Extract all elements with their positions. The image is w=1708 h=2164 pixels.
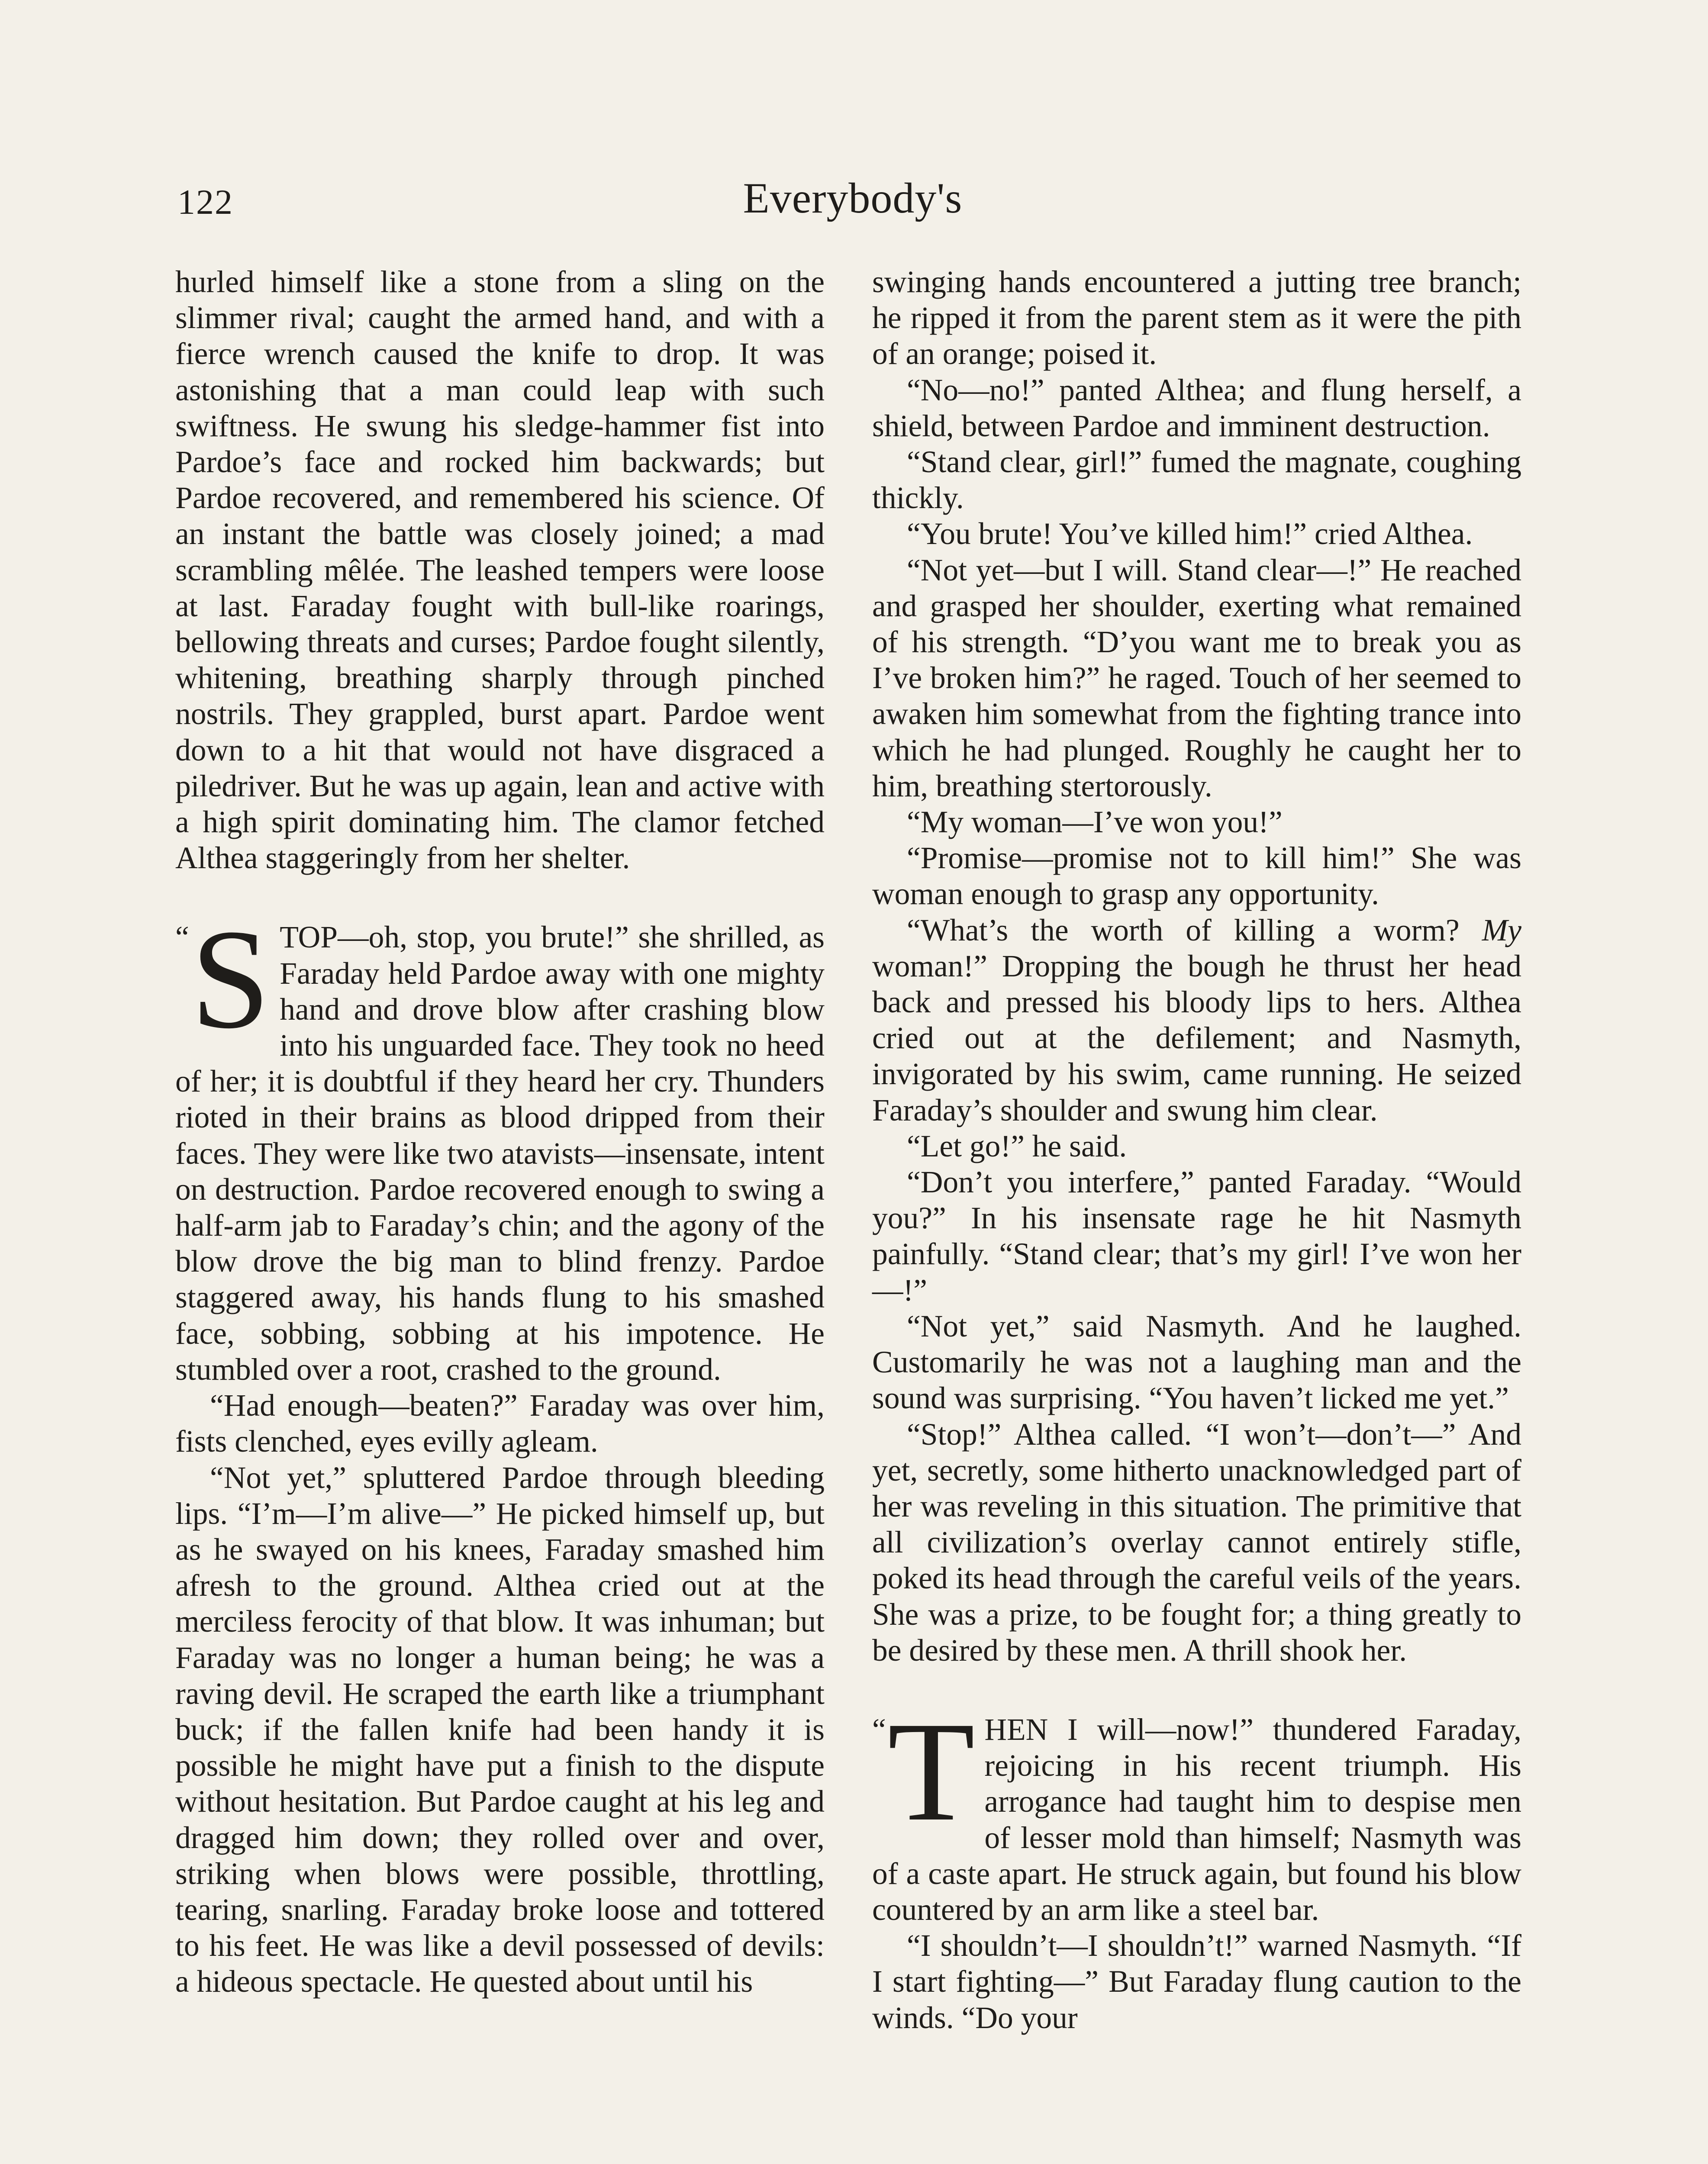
paragraph: “Stand clear, girl!” fumed the magnate, coughing thickly. xyxy=(872,445,1521,515)
emphasis: My xyxy=(1482,913,1521,947)
left-column xyxy=(175,264,825,2000)
paragraph: “You brute! You’ve killed him!” cried Althea. xyxy=(907,517,1473,551)
drop-cap: T xyxy=(887,1692,975,1851)
section-opening-paragraph xyxy=(872,1692,1521,1928)
paragraph: “No—no!” panted Althea; and flung herself, a shield, between Pardoe and imminent destruction. xyxy=(872,373,1521,443)
paragraph: “Don’t you interfere,” panted Faraday. “Would you?” In his insensate rage he hit Nasmyth painfully. “Stand clear; that’s my girl! I’ve won her—!” xyxy=(872,1165,1521,1307)
right-column xyxy=(872,264,1521,2036)
paragraph-text: TOP—oh, stop, you brute!” she shrilled, as Faraday held Pardoe away with one mighty hand and drove blow after crashing blow into his unguarded face. They took no heed of her; it is doubtful if they heard her cry. Thunders rioted in their brains as blood dripped from their faces. They were like two atavists—insensate, intent on destruction. Pardoe recovered enough to swing a half-arm jab to Faraday’s chin; and the agony of the blow drove the big man to blind frenzy. Pardoe staggered away, his hands flung to his smashed face, sobbing, sobbing at his impotence. He stumbled over a root, crashed to the ground. xyxy=(175,920,825,1387)
open-quote: “ xyxy=(175,920,189,955)
running-title: Everybody's xyxy=(743,174,963,222)
paragraph xyxy=(872,912,1521,1128)
paragraph: “Stop!” Althea called. “I won’t—don’t—” And yet, secretly, some hitherto unacknowledged part of her was reveling in this situation. The primitive that all civilization’s overlay cannot entirely stifle, poked its head through the careful veils of the years. She was a prize, to be fought for; a thing greatly to be desired by these men. A thrill shook her. xyxy=(872,1417,1521,1668)
paragraph: “Not yet,” spluttered Pardoe through bleeding lips. “I’m—I’m alive—” He picked himself up, but as he swayed on his knees, Faraday smashed him afresh to the ground. Althea cried out at the merciless ferocity of that blow. It was inhuman; but Faraday was no longer a human being; he was a raving devil. He scraped the earth like a triumphant buck; if the fallen knife had been handy it is possible he might have put a finish to the dispute without hesitation. But Pardoe caught at his leg and dragged him down; they rolled over and over, striking when blows were possible, throttling, tearing, snarling. Faraday broke loose and tottered to his feet. He was like a devil possessed of devils: a hideous spectacle. He quested about until his xyxy=(175,1460,825,1999)
paragraph: “Let go!” he said. xyxy=(907,1129,1127,1163)
paragraph: “Not yet—but I will. Stand clear—!” He reached and grasped her shoulder, exerting what remained of his strength. “D’you want me to break you as I’ve broken him?” he raged. Touch of her seemed to awaken him somewhat from the fighting trance into which he had plunged. Roughly he caught her to him, breathing stertorously. xyxy=(872,553,1521,803)
section-opening-paragraph xyxy=(175,900,825,1388)
open-quote: “ xyxy=(872,1712,886,1747)
page-number: 122 xyxy=(177,182,233,222)
paragraph-text: “What’s the worth of killing a worm? xyxy=(907,913,1482,947)
paragraph: “I shouldn’t—I shouldn’t!” warned Nasmyth. “If I start fighting—” But Faraday flung caution to the winds. “Do your xyxy=(872,1929,1521,2035)
paragraph: hurled himself like a stone from a sling on the slimmer rival; caught the armed hand, and with a fierce wrench caused the knife to drop. It was astonishing that a man could leap with such swiftness. He swung his sledge-hammer fist into Pardoe’s face and rocked him backwards; but Pardoe recovered, and remembered his science. Of an instant the battle was closely joined; a mad scrambling mêlée. The leashed tempers were loose at last. Faraday fought with bull-like roarings, bellowing threats and curses; Pardoe fought silently, whitening, breathing sharply through pinched nostrils. They grappled, burst apart. Pardoe went down to a hit that would not have disgraced a piledriver. But he was up again, lean and active with a high spirit dominating him. The clamor fetched Althea staggeringly from her shelter. xyxy=(175,265,825,876)
paragraph: “Promise—promise not to kill him!” She was woman enough to grasp any opportunity. xyxy=(872,841,1521,911)
paragraph-text: HEN I will—now!” thundered Faraday, rejoicing in his recent triumph. His arrogance had taught him to despise men of lesser mold than himself; Nasmyth was of a caste apart. He struck again, but found his blow countered by an arm like a steel bar. xyxy=(872,1712,1521,1927)
paragraph: “Had enough—beaten?” Faraday was over him, fists clenched, eyes evilly agleam. xyxy=(175,1388,825,1459)
drop-cap: S xyxy=(190,900,271,1059)
paragraph: “Not yet,” said Nasmyth. And he laughed. Customarily he was not a laughing man and the sound was surprising. “You haven’t licked me yet.” xyxy=(872,1309,1521,1416)
paragraph: “My woman—I’ve won you!” xyxy=(907,805,1283,840)
page-header xyxy=(177,173,1528,229)
paragraph: swinging hands encountered a jutting tree branch; he ripped it from the parent stem as it were the pith of an orange; poised it. xyxy=(872,265,1521,371)
paragraph-text: woman!” Dropping the bough he thrust her head back and pressed his bloody lips to hers. Althea cried out at the defilement; and Nasmyth, invigorated by his swim, came running. He seized Faraday’s shoulder and swung him clear. xyxy=(872,949,1521,1127)
